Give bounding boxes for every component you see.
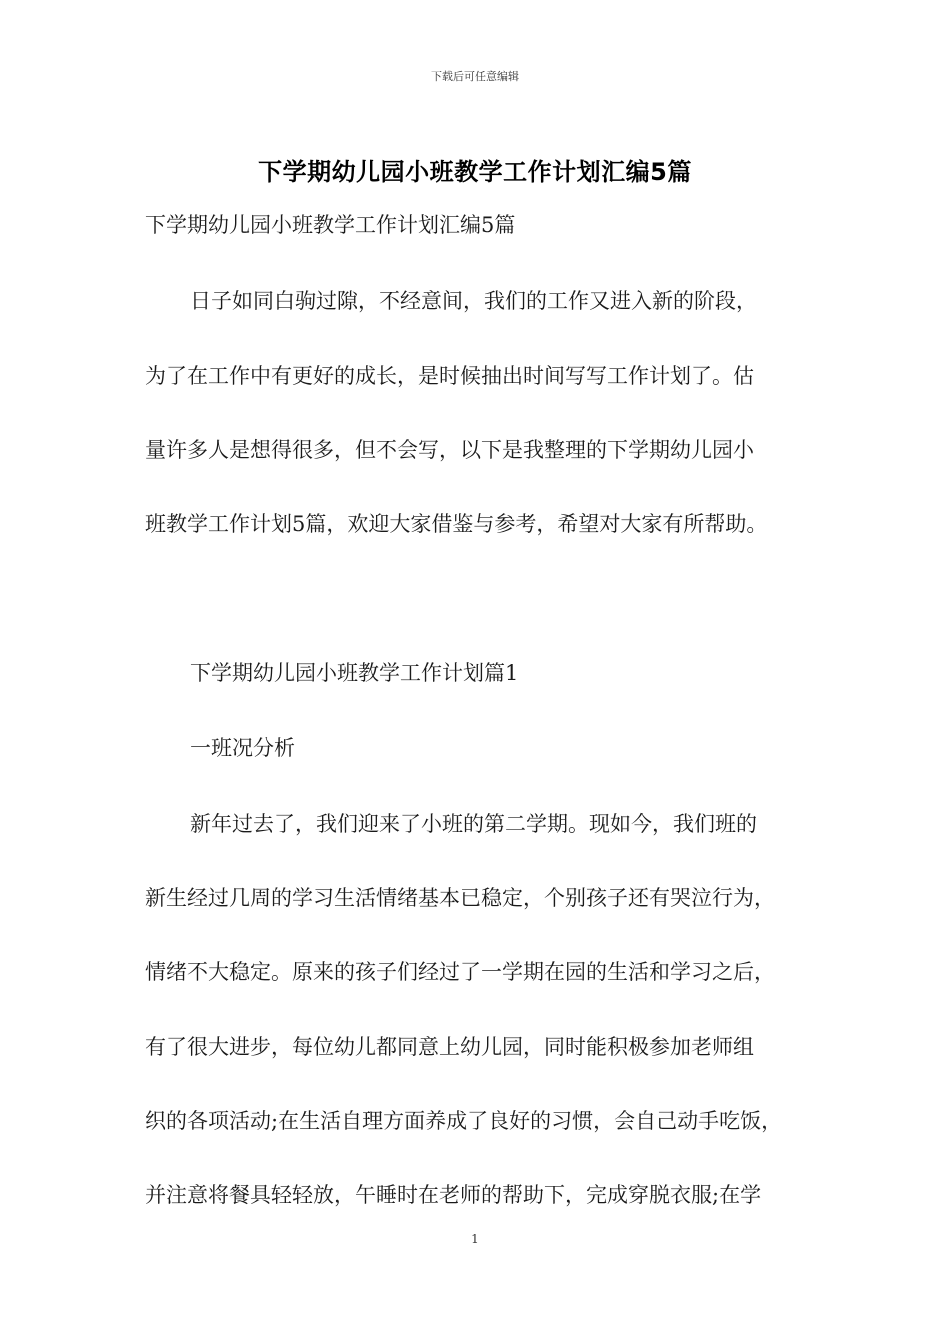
paragraph-line: 织的各项活动;在生活自理方面养成了良好的习惯，会自己动手吃饭， <box>145 1109 783 1133</box>
paragraph-line: 新年过去了，我们迎来了小班的第二学期。现如今，我们班的 <box>190 812 757 836</box>
paragraph-line: 为了在工作中有更好的成长，是时候抽出时间写写工作计划了。估 <box>145 364 754 388</box>
section-heading: 下学期幼儿园小班教学工作计划篇1 <box>190 661 519 685</box>
paragraph-line: 新生经过几周的学习生活情绪基本已稳定，个别孩子还有哭泣行为， <box>145 886 775 910</box>
paragraph-line: 有了很大进步，每位幼儿都同意上幼儿园，同时能积极参加老师组 <box>145 1035 754 1059</box>
paragraph-line: 量许多人是想得很多，但不会写，以下是我整理的下学期幼儿园小 <box>145 438 754 462</box>
paragraph-line: 情绪不大稳定。原来的孩子们经过了一学期在园的生活和学习之后， <box>145 960 775 984</box>
page-number: 1 <box>471 1232 479 1246</box>
page-header: 下载后可任意编辑 <box>431 70 519 83</box>
paragraph-line: 日子如同白驹过隙，不经意间，我们的工作又进入新的阶段， <box>190 289 757 313</box>
paragraph-line: 班教学工作计划5篇，欢迎大家借鉴与参考，希望对大家有所帮助。 <box>145 512 768 536</box>
subsection-heading: 一班况分析 <box>190 736 295 760</box>
document-subtitle: 下学期幼儿园小班教学工作计划汇编5篇 <box>145 213 516 237</box>
paragraph-line: 并注意将餐具轻轻放，午睡时在老师的帮助下，完成穿脱衣服;在学 <box>145 1183 762 1207</box>
document-title: 下学期幼儿园小班教学工作计划汇编5篇 <box>258 158 692 186</box>
